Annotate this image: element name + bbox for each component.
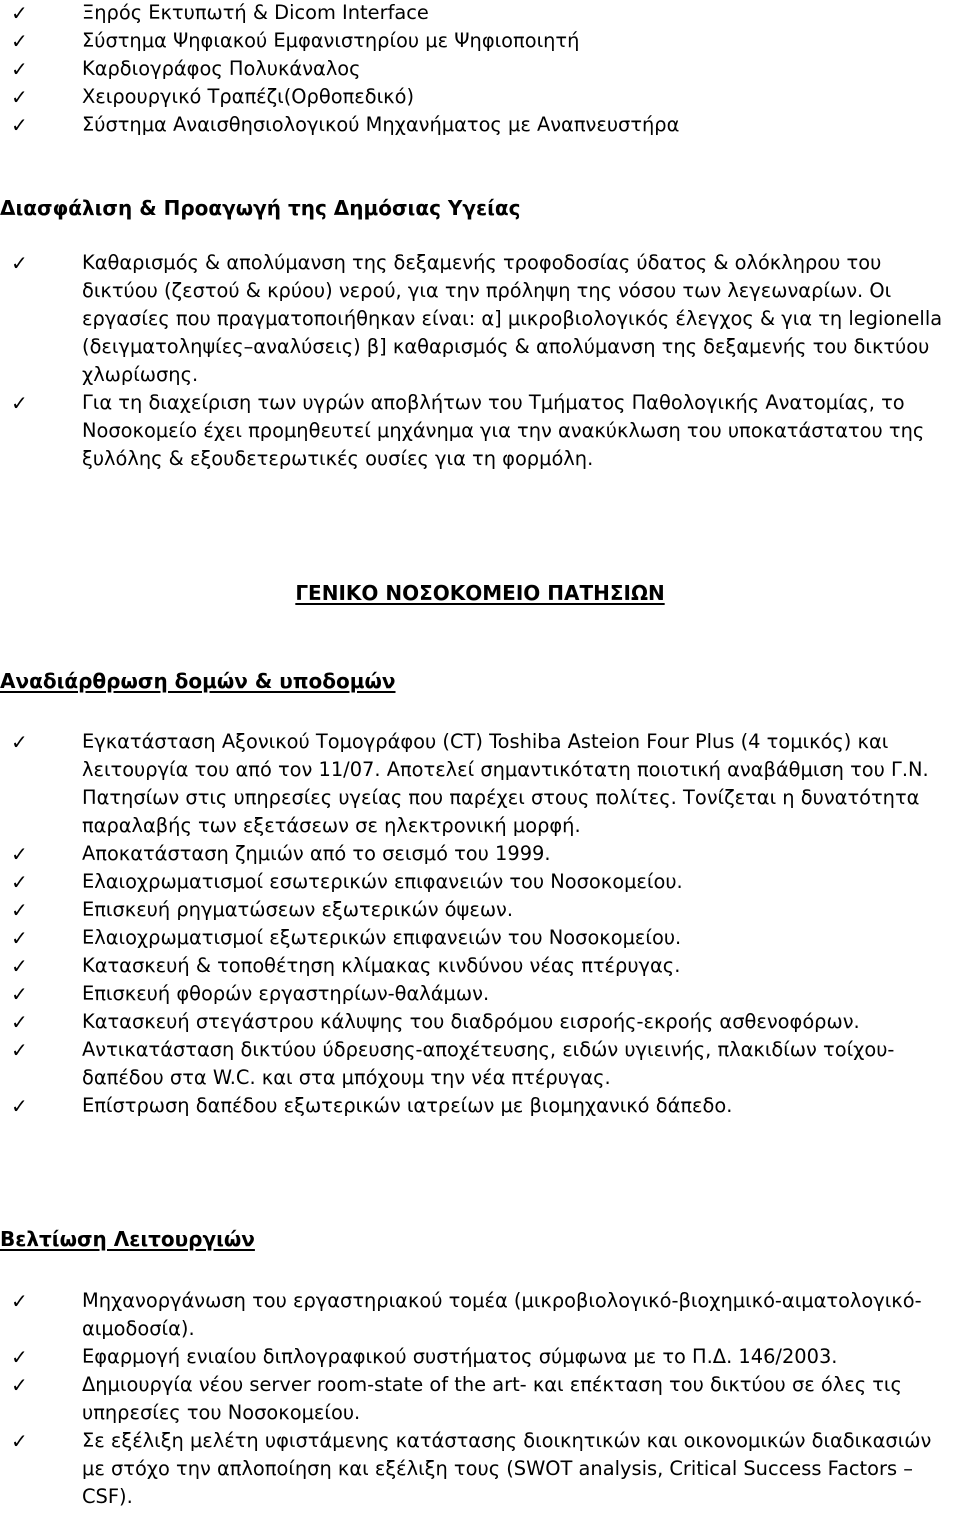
check-icon: ✓ (11, 1, 28, 25)
infrastructure-list-block (0, 728, 960, 1120)
list-item (0, 27, 960, 55)
check-icon: ✓ (11, 730, 28, 754)
health-list-block (0, 249, 960, 473)
list-item-text: Επίστρωση δαπέδου εξωτερικών ιατρείων με βιομηχανικό δάπεδο. (82, 1094, 733, 1117)
check-icon: ✓ (11, 898, 28, 922)
list-item (0, 896, 960, 924)
list-item (0, 980, 960, 1008)
list-item-text: Σε εξέλιξη μελέτη υφιστάμενης κατάστασης διοικητικών και οικονομικών διαδικασιών με στόχο την απλοποίηση και εξέλιξη τους (SWOT analysis, Critical Success Factors – CSF). (82, 1429, 932, 1508)
list-item-text: Ελαιοχρωματισμοί εσωτερικών επιφανειών του Νοσοκομείου. (82, 870, 683, 893)
list-item (0, 1092, 960, 1120)
list-item-text: Εφαρμογή ενιαίου διπλογραφικού συστήματος σύμφωνα με το Π.Δ. 146/2003. (82, 1345, 838, 1368)
list-item (0, 1343, 960, 1371)
list-item (0, 83, 960, 111)
list-item-text: Δημιουργία νέου server room-state of the art- και επέκταση του δικτύου σε όλες τις υπηρεσίες του Νοσοκομείου. (82, 1373, 902, 1424)
check-icon: ✓ (11, 842, 28, 866)
list-item-text: Αντικατάσταση δικτύου ύδρευσης-αποχέτευσης, ειδών υγιεινής, πλακιδίων τοίχου-δαπέδου στα W.C. και στα μπόχουμ την νέα πτέρυγας. (82, 1038, 895, 1089)
check-icon: ✓ (11, 1010, 28, 1034)
list-item-text: Ελαιοχρωματισμοί εξωτερικών επιφανειών του Νοσοκομείου. (82, 926, 682, 949)
list-item-text: Αποκατάσταση ζημιών από το σεισμό του 1999. (82, 842, 551, 865)
check-icon: ✓ (11, 1429, 28, 1453)
check-icon: ✓ (11, 954, 28, 978)
section-title-infrastructure: Αναδιάρθρωση δομών & υποδομών (0, 669, 396, 693)
list-item-text: Μηχανοργάνωση του εργαστηριακού τομέα (μικροβιολογικό-βιοχημικό-αιματολογικό-αιμοδοσία). (82, 1289, 922, 1340)
hospital-title: ΓΕΝΙΚΟ ΝΟΣΟΚΟΜΕΙΟ ΠΑΤΗΣΙΩΝ (295, 581, 665, 605)
list-item-text: Επισκευή ρηγματώσεων εξωτερικών όψεων. (82, 898, 514, 921)
list-item (0, 1036, 960, 1092)
list-item-text: Καρδιογράφος Πολυκάναλος (82, 57, 361, 80)
check-icon: ✓ (11, 1289, 28, 1313)
list-item-text: Σύστημα Ψηφιακού Εμφανιστηρίου με Ψηφιοποιητή (82, 29, 580, 52)
check-icon: ✓ (11, 870, 28, 894)
check-icon: ✓ (11, 1373, 28, 1397)
list-item (0, 0, 960, 27)
list-item-text: Εγκατάσταση Αξονικού Τομογράφου (CT) Toshiba Asteion Four Plus (4 τομικός) και λειτουργία του από τον 11/07. Αποτελεί σημαντικότατη ποιοτική αναβάθμιση του Γ.Ν. Πατησίων στις υπηρεσίες υγείας που παρέχει στους πολίτες. Τονίζεται η δυνατότητα παραλαβής των εξετάσεων σε ηλεκτρονική μορφή. (82, 730, 929, 837)
list-item-text: Επισκευή φθορών εργαστηρίων-θαλάμων. (82, 982, 490, 1005)
check-icon: ✓ (11, 57, 28, 81)
check-icon: ✓ (11, 29, 28, 53)
equipment-list-block (0, 0, 960, 139)
section-title-operations: Βελτίωση Λειτουργιών (0, 1227, 255, 1251)
list-item (0, 924, 960, 952)
check-icon: ✓ (11, 1094, 28, 1118)
list-item-text: Κατασκευή στεγάστρου κάλυψης του διαδρόμου εισροής-εκροής ασθενοφόρων. (82, 1010, 860, 1033)
list-item (0, 111, 960, 139)
list-item (0, 728, 960, 840)
list-item (0, 389, 960, 473)
equipment-list (0, 0, 960, 139)
list-item-text: Κατασκευή & τοποθέτηση κλίμακας κινδύνου νέας πτέρυγας. (82, 954, 681, 977)
operations-list-block (0, 1287, 960, 1511)
list-item-text: Σύστημα Αναισθησιολογικού Μηχανήματος με Αναπνευστήρα (82, 113, 680, 136)
list-item-text: Ξηρός Εκτυπωτή & Dicom Interface (82, 1, 429, 24)
check-icon: ✓ (11, 1345, 28, 1369)
infrastructure-list (0, 728, 960, 1120)
list-item (0, 840, 960, 868)
check-icon: ✓ (11, 113, 28, 137)
list-item (0, 1287, 960, 1343)
list-item-text: Καθαρισμός & απολύμανση της δεξαμενής τροφοδοσίας ύδατος & ολόκληρου του δικτύου (ζεστού & κρύου) νερού, για την πρόληψη της νόσου των λεγεωναρίων. Οι εργασίες που πραγματοποιήθηκαν είναι: α] μικροβιολογικός έλεγχος & για τη legionella (δειγματοληψίες–αναλύσεις) β] καθαρισμός & απολύμανση της δεξαμενής του δικτύου χλωρίωσης. (82, 251, 943, 386)
check-icon: ✓ (11, 982, 28, 1006)
check-icon: ✓ (11, 251, 28, 275)
list-item (0, 1427, 960, 1511)
check-icon: ✓ (11, 391, 28, 415)
list-item-text: Για τη διαχείριση των υγρών αποβλήτων του Τμήματος Παθολογικής Ανατομίας, το Νοσοκομείο έχει προμηθευτεί μηχάνημα για την ανακύκλωση του υποκατάστατου της ξυλόλης & εξουδετερωτικές ουσίες για τη φορμόλη. (82, 391, 925, 470)
list-item (0, 249, 960, 389)
check-icon: ✓ (11, 1038, 28, 1062)
list-item (0, 1008, 960, 1036)
check-icon: ✓ (11, 85, 28, 109)
list-item (0, 868, 960, 896)
health-list (0, 249, 960, 473)
list-item (0, 55, 960, 83)
list-item (0, 1371, 960, 1427)
list-item-text: Χειρουργικό Τραπέζι(Ορθοπεδικό) (82, 85, 415, 108)
list-item (0, 952, 960, 980)
check-icon: ✓ (11, 926, 28, 950)
operations-list (0, 1287, 960, 1511)
section-title-health: Διασφάλιση & Προαγωγή της Δημόσιας Υγείας (0, 196, 521, 220)
